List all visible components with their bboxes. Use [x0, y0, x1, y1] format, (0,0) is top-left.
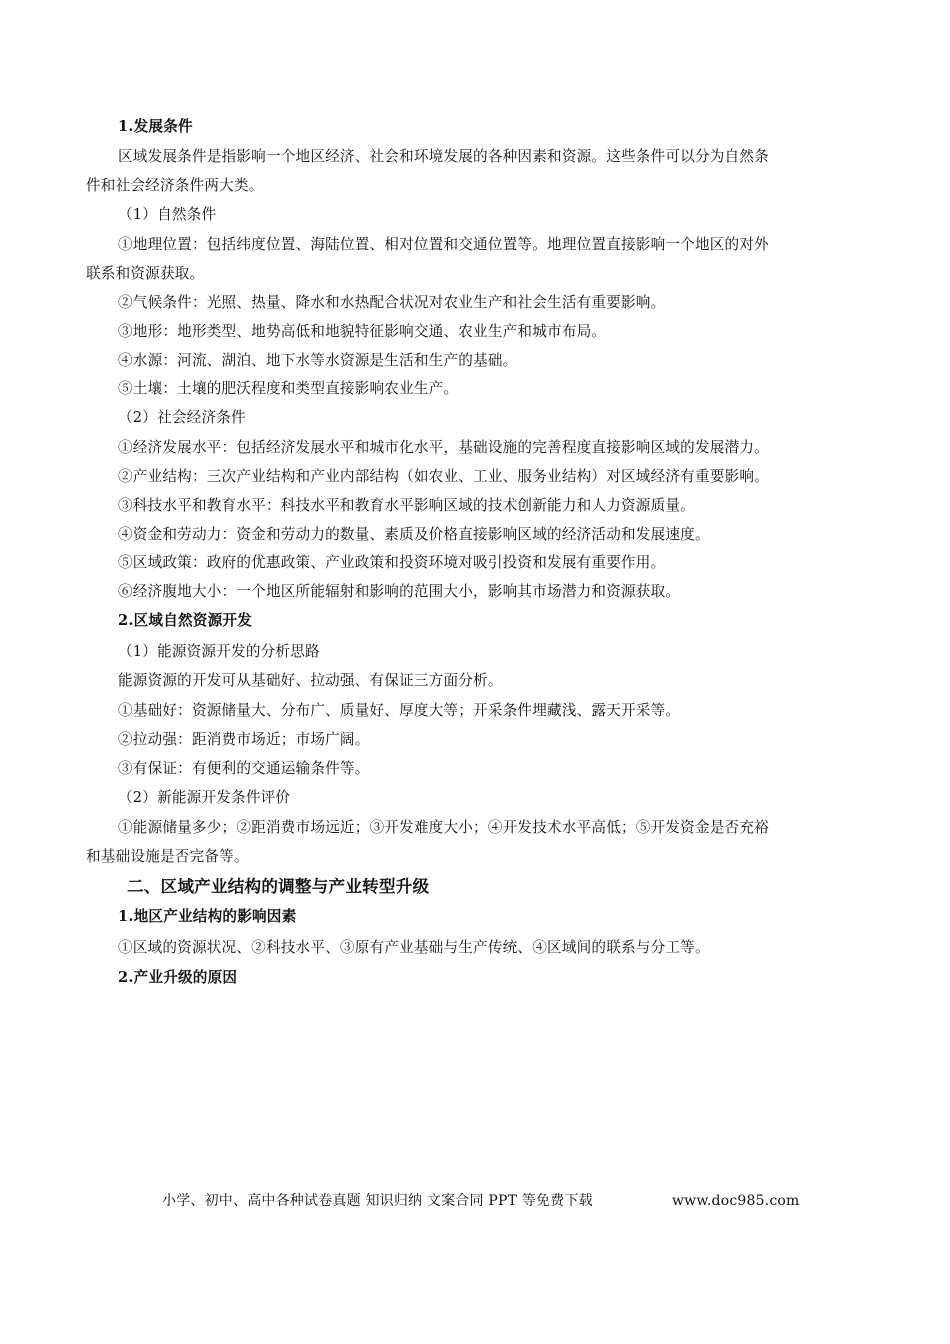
list-item: ①经济发展水平：包括经济发展水平和城市化水平，基础设施的完善程度直接影响区域的发展潜力。 — [118, 439, 769, 456]
paragraph-line: 能源资源的开发可从基础好、拉动强、有保证三方面分析。 — [118, 672, 503, 689]
heading-development-conditions: 1.发展条件 — [118, 118, 193, 135]
list-item: ⑥经济腹地大小：一个地区所能辐射和影响的范围大小，影响其市场潜力和资源获取。 — [118, 583, 681, 600]
subheading-natural-conditions: （1）自然条件 — [118, 206, 217, 223]
list-item-continuation: 联系和资源获取。 — [86, 265, 205, 282]
subheading-energy-analysis: （1）能源资源开发的分析思路 — [118, 643, 320, 660]
list-item: ⑤区域政策：政府的优惠政策、产业政策和投资环境对吸引投资和发展有重要作用。 — [118, 554, 666, 571]
list-item: ④资金和劳动力：资金和劳动力的数量、素质及价格直接影响区域的经济活动和发展速度。 — [118, 526, 710, 543]
paragraph-line: 区域发展条件是指影响一个地区经济、社会和环境发展的各种因素和资源。这些条件可以分为自然条 — [118, 148, 769, 165]
list-item-continuation: 和基础设施是否完备等。 — [86, 848, 249, 865]
footer-text: 小学、初中、高中各种试卷真题 知识归纳 文案合同 PPT 等免费下载 — [162, 1193, 593, 1209]
list-item: ②产业结构：三次产业结构和产业内部结构（如农业、工业、服务业结构）对区域经济有重要影响。 — [118, 468, 769, 485]
list-item: ②拉动强：距消费市场近；市场广阔。 — [118, 731, 370, 748]
subheading-new-energy: （2）新能源开发条件评价 — [118, 789, 291, 806]
section-heading-industrial-structure: 二、区域产业结构的调整与产业转型升级 — [127, 876, 430, 896]
list-item: ①区域的资源状况、②科技水平、③原有产业基础与生产传统、④区域间的联系与分工等。 — [118, 939, 710, 956]
list-item: ②气候条件：光照、热量、降水和水热配合状况对农业生产和社会生活有重要影响。 — [118, 294, 666, 311]
heading-upgrade-reasons: 2.产业升级的原因 — [118, 969, 238, 986]
paragraph-line: 件和社会经济条件两大类。 — [86, 177, 264, 194]
list-item: ①能源储量多少；②距消费市场远近；③开发难度大小；④开发技术水平高低；⑤开发资金是否充裕 — [118, 819, 769, 836]
footer-url[interactable]: www.doc985.com — [672, 1193, 800, 1209]
list-item: ①地理位置：包括纬度位置、海陆位置、相对位置和交通位置等。地理位置直接影响一个地区的对外 — [118, 236, 769, 253]
list-item: ③科技水平和教育水平：科技水平和教育水平影响区域的技术创新能力和人力资源质量。 — [118, 497, 695, 514]
list-item: ③有保证：有便利的交通运输条件等。 — [118, 760, 370, 777]
list-item: ④水源：河流、湖泊、地下水等水资源是生活和生产的基础。 — [118, 352, 518, 369]
list-item: ①基础好：资源储量大、分布广、质量好、厚度大等；开采条件埋藏浅、露天开采等。 — [118, 702, 681, 719]
heading-resource-development: 2.区域自然资源开发 — [118, 612, 252, 629]
list-item: ③地形：地形类型、地势高低和地貌特征影响交通、农业生产和城市布局。 — [118, 323, 607, 340]
subheading-socioeconomic-conditions: （2）社会经济条件 — [118, 409, 246, 426]
list-item: ⑤土壤：土壤的肥沃程度和类型直接影响农业生产。 — [118, 380, 459, 397]
heading-structure-factors: 1.地区产业结构的影响因素 — [118, 908, 297, 925]
